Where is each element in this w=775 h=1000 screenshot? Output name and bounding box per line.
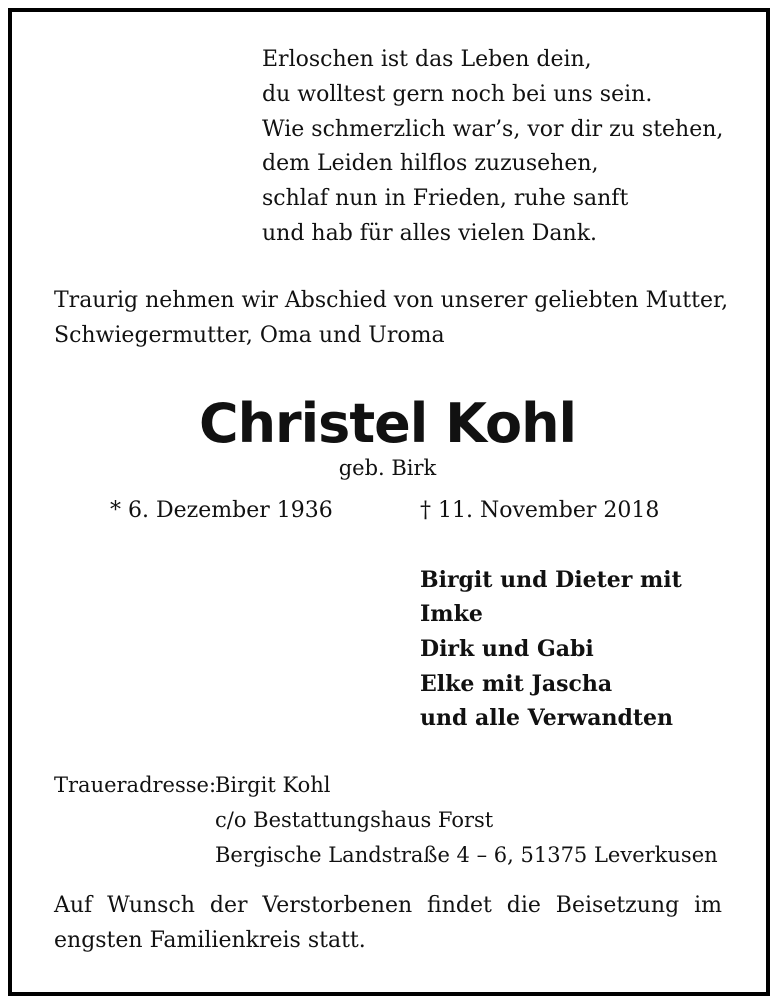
mourner-line: Imke (420, 601, 483, 627)
intro-line: Schwiegermutter, Oma und Uroma (54, 323, 445, 348)
mourner-line: Dirk und Gabi (420, 636, 594, 662)
deceased-name: Christel Kohl (198, 392, 577, 455)
poem-line: du wolltest gern noch bei uns sein. (262, 82, 653, 107)
intro-line: Traurig nehmen wir Abschied von unserer geliebten Mutter, (54, 288, 729, 313)
address-line: Birgit Kohl (215, 773, 331, 797)
poem-line: und hab für alles vielen Dank. (262, 221, 598, 246)
poem-line: dem Leiden hilflos zuzusehen, (262, 151, 599, 176)
address-line: Bergische Landstraße 4 – 6, 51375 Leverkusen (215, 843, 718, 867)
birth-date: * 6. Dezember 1936 (110, 498, 333, 523)
address-line: c/o Bestattungshaus Forst (215, 808, 494, 832)
mourner-line: Birgit und Dieter mit (420, 567, 682, 593)
death-date: † 11. November 2018 (420, 498, 660, 523)
address-label: Traueradresse: (54, 773, 217, 797)
note-line: engsten Familienkreis statt. (54, 928, 366, 953)
mourner-line: Elke mit Jascha (420, 671, 613, 697)
poem-line: Erloschen ist das Leben dein, (262, 47, 592, 72)
mourner-line: und alle Verwandten (420, 705, 674, 731)
note-line: Auf Wunsch der Verstorbenen findet die Beisetzung im (54, 893, 722, 918)
poem-line: Wie schmerzlich war’s, vor dir zu stehen, (262, 117, 724, 142)
maiden-name: geb. Birk (338, 456, 437, 480)
poem-line: schlaf nun in Frieden, ruhe sanft (262, 186, 629, 211)
